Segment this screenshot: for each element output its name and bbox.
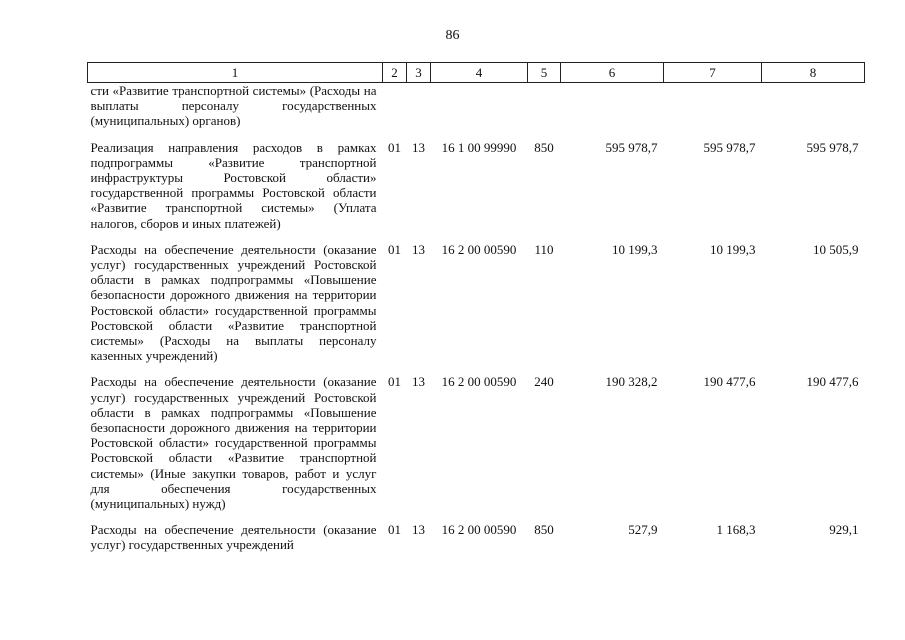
section-code: 01 [388, 139, 401, 155]
column-header: 8 [762, 63, 865, 83]
section-code: 01 [388, 241, 401, 257]
table-header-row [88, 63, 865, 83]
target-article-code [431, 83, 528, 136]
subsection-code: 13 [412, 374, 425, 390]
amount-col8: 10 505,9 [813, 241, 859, 257]
expense-type-code: 850 [534, 522, 554, 538]
subsection-code: 13 [412, 241, 425, 257]
target-article-code: 16 2 00 00590 [441, 374, 517, 390]
amount-col7: 1 168,3 [716, 522, 756, 538]
column-header: 5 [528, 63, 561, 83]
expense-description: сти «Развитие транспортной системы» (Расходы на выплаты персоналу государственных (муниципальных) органов) [90, 83, 377, 129]
amount-col8: 595 978,7 [806, 139, 859, 155]
amount-col6: 190 328,2 [605, 374, 658, 390]
amount-col8: 190 477,6 [806, 374, 859, 390]
budget-table [87, 62, 865, 560]
amount-col7: 595 978,7 [703, 139, 756, 155]
table-row [88, 136, 865, 238]
amount-col8: 929,1 [829, 522, 859, 538]
amount-col6: 595 978,7 [605, 139, 658, 155]
expense-type-code: 110 [534, 241, 554, 257]
table-row [88, 238, 865, 371]
column-header: 1 [88, 63, 383, 83]
column-header: 3 [407, 63, 431, 83]
section-code: 01 [388, 522, 401, 538]
expense-type-code: 850 [534, 139, 554, 155]
column-header: 6 [561, 63, 664, 83]
subsection-code [407, 83, 431, 136]
expense-description: Реализация направления расходов в рамках подпрограммы «Развитие транспортной инфраструктуры Ростовской области» государственной программы Ростовской области «Развитие транспортной системы» (Уплата налогов, сборов и иных платежей) [90, 139, 377, 231]
amount-col7: 190 477,6 [703, 374, 756, 390]
expense-type-code: 240 [534, 374, 554, 390]
table-row [88, 518, 865, 559]
table-row [88, 83, 865, 136]
amount-col8 [762, 83, 865, 136]
expense-description: Расходы на обеспечение деятельности (оказание услуг) государственных учреждений Ростовской области в рамках подпрограммы «Повышение безопасности дорожного движения на территории Ростовской области» государственной программы Ростовской области «Развитие транспортной системы» (Расходы на выплаты персоналу казенных учреждений) [90, 241, 377, 364]
subsection-code: 13 [412, 139, 425, 155]
page-number: 86 [445, 28, 460, 43]
table-row [88, 370, 865, 518]
section-code [383, 83, 407, 136]
target-article-code: 16 1 00 99990 [441, 139, 517, 155]
expense-description: Расходы на обеспечение деятельности (оказание услуг) государственных учреждений [90, 522, 377, 553]
amount-col6: 10 199,3 [612, 241, 658, 257]
expense-type-code [528, 83, 561, 136]
target-article-code: 16 2 00 00590 [441, 522, 517, 538]
target-article-code: 16 2 00 00590 [441, 241, 517, 257]
amount-col7: 10 199,3 [710, 241, 756, 257]
amount-col6 [561, 83, 664, 136]
column-header: 2 [383, 63, 407, 83]
section-code: 01 [388, 374, 401, 390]
subsection-code: 13 [412, 522, 425, 538]
expense-description: Расходы на обеспечение деятельности (оказание услуг) государственных учреждений Ростовской области в рамках подпрограммы «Повышение безопасности дорожного движения на территории Ростовской области» государственной программы Ростовской области «Развитие транспортной системы» (Иные закупки товаров, работ и услуг для обеспечения государственных (муниципальных) нужд) [90, 374, 377, 512]
column-header: 4 [431, 63, 528, 83]
amount-col7 [664, 83, 762, 136]
amount-col6: 527,9 [628, 522, 658, 538]
column-header: 7 [664, 63, 762, 83]
